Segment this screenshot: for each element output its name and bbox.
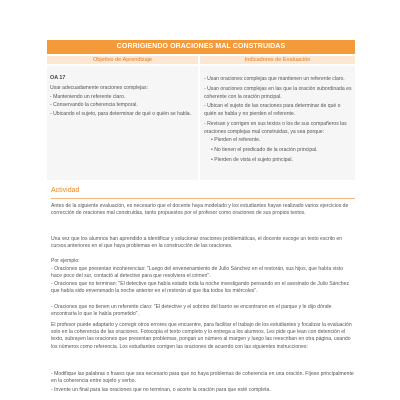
example-item: - Oraciones que no terminan: "El detective que había estado toda la noche investigando pensando en el asesinato de Julio Sánchez que había sido envenenado la noche anterior en el restorán al que iba todos los miércoles".: [51, 281, 350, 295]
activity-heading: Actividad: [51, 187, 80, 194]
objectives-table: [47, 56, 355, 180]
instruction-item: - Modifique las palabras o frases que sea necesario para que no haya problemas de coherencia en una oración. Fíjese principalmente en la coherencia entre sujeto y verbo.: [51, 371, 354, 385]
oa-list: [50, 93, 195, 118]
indicators-cell: [200, 66, 355, 180]
indicator-sublist: [204, 136, 352, 164]
oa-item: - Manteniendo un referente claro.: [50, 94, 126, 100]
indicator-subitem: • Pierden el referente.: [211, 136, 352, 144]
example-item: - Oraciones que presentan incoherencias: "Luego del envenenamiento de Julio Sánchez en el restorán, sus hijos, que había visto hace poco del sur, contactó al detective para que resolviera el crimen".: [51, 266, 344, 280]
indicator-item-text: - Revisan y corrigen en sus textos o los de sus compañeros las oraciones complejas mal construidas, ya sea porque:: [204, 120, 347, 136]
oa-description: Usar adecuadamente oraciones complejas:: [50, 85, 148, 91]
indicator-subitem: • Pierden de vista el sujeto principal.: [211, 156, 352, 164]
indicator-list: [204, 75, 352, 166]
indicator-item: - Usan oraciones complejas que mantienen un referente claro.: [204, 76, 345, 82]
indicator-subitem: • No tienen el predicado de la oración principal.: [211, 146, 352, 154]
example-item: - Oraciones que no tienen un referente claro: "El detective y el sobrino del barrio se encontraron en el parque y le dijo dónde encontraría lo que le había prometido".: [51, 304, 332, 318]
objective-column-header: Objetivo de Aprendizaje: [47, 56, 198, 64]
activity-paragraph: Por ejemplo:: [51, 258, 80, 264]
indicator-item: [204, 120, 352, 164]
oa-code: OA 17: [50, 75, 66, 81]
indicator-item: - Ubican el sujeto de las oraciones para determinar de qué o quién se habla y no pierden el referente.: [204, 103, 341, 118]
oa-item: - Ubicando el sujeto, para determinar de qué o quién se habla.: [50, 110, 192, 117]
section-divider: [51, 198, 355, 199]
activity-paragraph: Antes de la siguiente evaluación, es necesario que el docente haya modelado y los estudiantes hayan realizado varios ejercicios de corrección de oraciones mal construidas, tanto propuestos por el profesor como oraciones de sus propios textos.: [51, 203, 349, 217]
indicator-item: - Usan oraciones complejas en las que la oración subordinada es coherente con la oración principal.: [204, 85, 352, 100]
indicators-column-header: Indicadores de Evaluación: [200, 56, 355, 64]
oa-item: - Conservando la coherencia temporal.: [50, 102, 138, 109]
activity-paragraph: Una vez que los alumnos han aprendido a identificar y solucionar oraciones problemáticas, el docente escoge un texto escrito en cursos anteriores en el que haya problemas en la construcción de las oraciones.: [51, 236, 343, 250]
objective-cell: [47, 66, 198, 180]
activity-paragraph: El profesor puede adaptarlo y corregir otros errores que encuentre, para facilitar el trabajo de los estudiantes y focalizar la evaluación solo en la coherencia de las oraciones. Fotocopia el texto completo y lo entrega a los alumnos. Les pide que lean con detención el texto, subrayen las oraciones que presentan problemas, pongan un número al margen y luego las reescriban en otra página, usando los números como referencia. Los estudiantes corrigen las oraciones de acuerdo con las siguientes instrucciones:: [51, 322, 352, 350]
instruction-item: - Invente un final para las oraciones que no terminan, o acorte la oración para que esté completa.: [51, 387, 271, 393]
page-title: CORRIGIENDO ORACIONES MAL CONSTRUIDAS: [47, 40, 355, 54]
